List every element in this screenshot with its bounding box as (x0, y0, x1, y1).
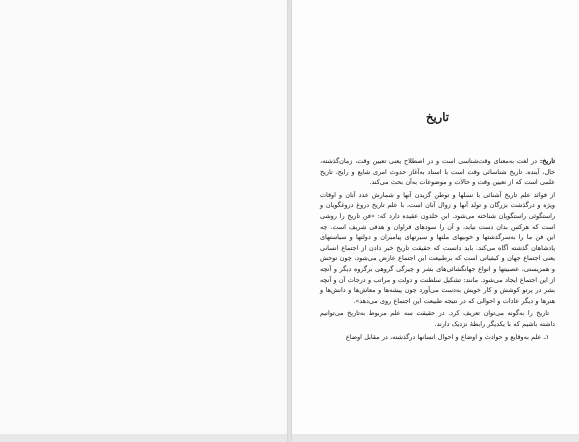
paragraph-text: از فوائد علم تاریخ آشنائی با نسلها و توطن گزیدن آنها و شمارش عدد آنان و اوقات ویژه و درگذشت بزرگان و تولد آنها و زوال آنان است، با علم تاریخ دروغ دروغگویان و راستگوئی راستگویان شناخته می‌شود. ابن خلدون عقیده دارد که: «فن تاریخ را روشی است که هرکس بدان دست نیابد، و آن را سودهای فراوان و هدفی شریف است. چه این فن ما را به‌سرگذشتها و خوبیهای ملتها و سیرتهای پیامبران و دولتها و سیاستهای پادشاهان گذشته آگاه می‌کند. باید دانست که حقیقت تاریخ خبر دادن از اجتماع انسانی یعنی اجتماع جهان و کیفیاتی است که برطبیعت این اجتماع عارض می‌شود، چون توحش و همزیستی، عصبیتها و انواع جهانگشائی‌های بشر و چیرگی گروهی برگروه دیگر و آنچه از این اجتماع ایجاد می‌شود. مانند: تشکیل سلطنت و دولت و مراتب و درجات آن و آنچه بشر در پرتو کوشش و کار خویش به‌دست می‌آورد چون پیشه‌ها و معاش‌ها و دانش‌ها و هنرها و دیگر عادات و احوالی که در نتیجه طبیعت این اجتماع روی می‌دهد». (320, 190, 555, 305)
paragraph-text: در لغت به‌معنای وقت‌شناسی است و در اصطلاح یعنی تعیین وقت، زمان‌گذشته، حال، آینده. تاریخ شناسائی وقت است با اسناد به‌آغاز حدوث امری شایع و رایج، تاریخ علمی است که از تعیین وقت و حالات و موضوعات به‌آن بحث می‌کند. (320, 157, 555, 187)
paragraph-three-sciences (320, 308, 555, 329)
paragraph-text: تاریخ را به‌گونه می‌توان تعریف کرد. در حقیقت سه علم مربوط به‌تاریخ می‌توانیم داشته باشیم که با یکدیگر رابطهٔ نزدیک دارند. (320, 309, 555, 328)
left-page-next-edge (0, 434, 287, 442)
left-page (0, 0, 287, 442)
right-page-next-edge (292, 434, 579, 442)
paragraph-benefits (320, 190, 555, 307)
paragraph-list-item-1 (320, 332, 555, 343)
page-title: تاریخ (426, 110, 449, 124)
right-page (292, 0, 579, 442)
page-content (320, 110, 555, 344)
paragraph-definition (320, 156, 555, 188)
paragraph-text: ۱ـ علم به‌وقایع و حوادث و اوضاع و احوال انسانها در‌گذشته، در مقابل اوضاع (345, 332, 549, 341)
paragraph-lead-term: تاریخ: (539, 157, 555, 165)
